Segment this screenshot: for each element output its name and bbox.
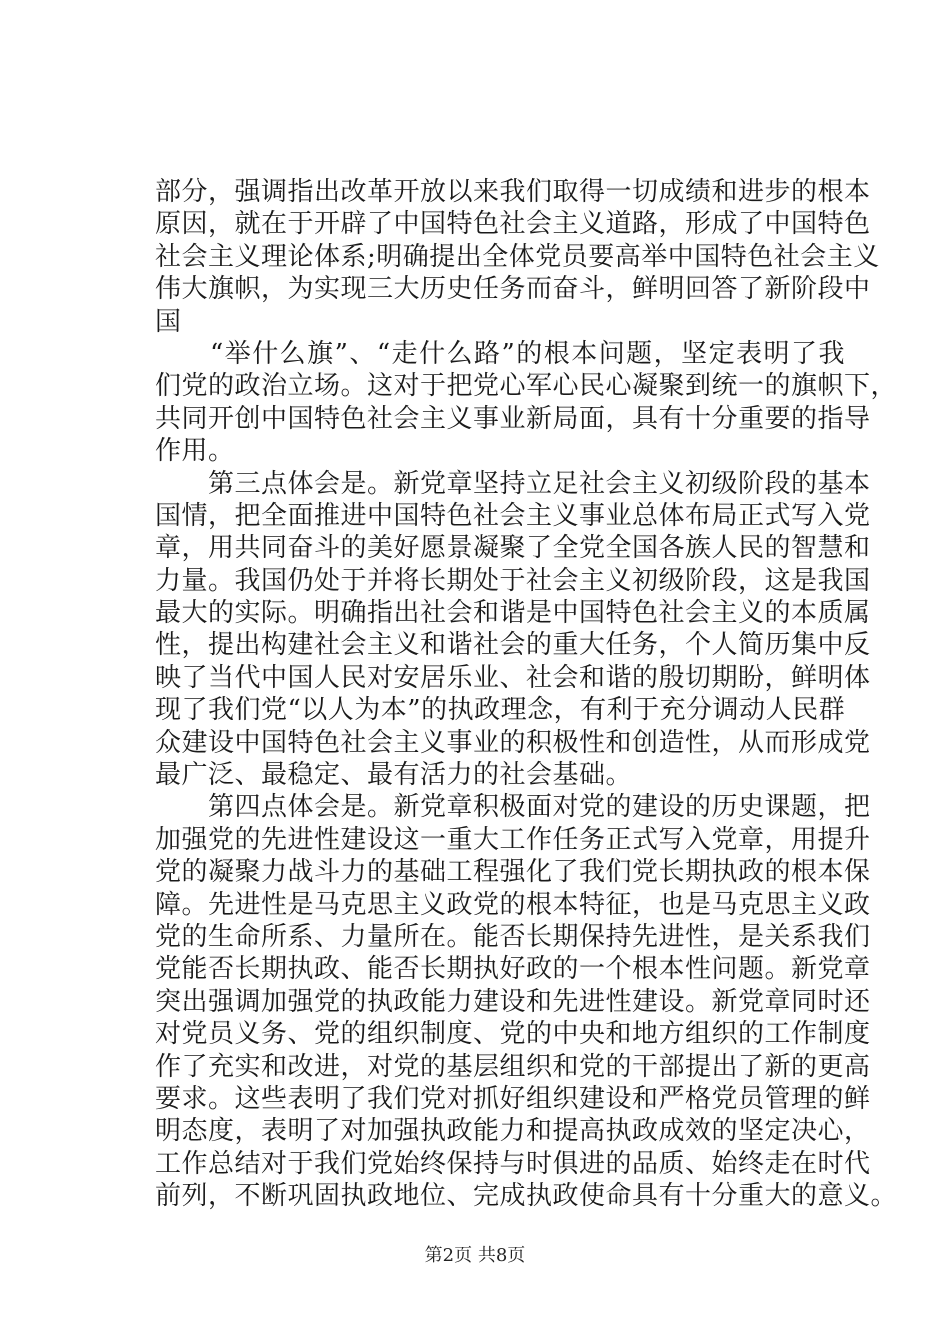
- text-line: 国情，把全面推进中国特色社会主义事业总体布局正式写入党: [155, 500, 871, 531]
- text-line: 党的凝聚力战斗力的基础工程强化了我们党长期执政的根本保: [155, 857, 871, 888]
- text-line: 原因，就在于开辟了中国特色社会主义道路，形成了中国特色: [155, 209, 871, 240]
- text-line: 第四点体会是。新党章积极面对党的建设的历史课题，把: [155, 792, 871, 823]
- text-line: 现了我们党“以人为本”的执政理念，有利于充分调动人民群: [155, 695, 846, 726]
- text-line: “举什么旗”、“走什么路”的根本问题，坚定表明了我: [155, 338, 845, 369]
- text-line: 映了当代中国人民对安居乐业、社会和谐的殷切期盼，鲜明体: [155, 662, 871, 693]
- text-line: 众建设中国特色社会主义事业的积极性和创造性，从而形成党: [155, 727, 871, 758]
- text-line: 加强党的先进性建设这一重大工作任务正式写入党章，用提升: [155, 824, 871, 855]
- text-line: 工作总结对于我们党始终保持与时俱进的品质、始终走在时代: [155, 1148, 871, 1179]
- text-line: 作了充实和改进，对党的基层组织和党的干部提出了新的更高: [155, 1051, 871, 1082]
- page-number-footer: 第2页 共8页: [424, 1245, 526, 1266]
- text-line: 突出强调加强党的执政能力建设和先进性建设。新党章同时还: [155, 986, 871, 1017]
- text-line: 性，提出构建社会主义和谐社会的重大任务，个人简历集中反: [155, 630, 871, 661]
- text-line: 前列，不断巩固执政地位、完成执政使命具有十分重大的意义。: [155, 1181, 898, 1212]
- text-line: 要求。这些表明了我们党对抓好组织建设和严格党员管理的鲜: [155, 1083, 871, 1114]
- text-line: 共同开创中国特色社会主义事业新局面，具有十分重要的指导: [155, 403, 871, 434]
- text-line: 社会主义理论体系;明确提出全体党员要高举中国特色社会主义: [155, 241, 880, 272]
- text-line: 最大的实际。明确指出社会和谐是中国特色社会主义的本质属: [155, 598, 871, 629]
- text-line: 最广泛、最稳定、最有活力的社会基础。: [155, 760, 633, 791]
- text-line: 党的生命所系、力量所在。能否长期保持先进性，是关系我们: [155, 921, 871, 952]
- document-body: [155, 176, 898, 1213]
- text-line: 部分，强调指出改革开放以来我们取得一切成绩和进步的根本: [155, 177, 871, 207]
- text-line: 明态度，表明了对加强执政能力和提高执政成效的坚定决心，: [155, 1116, 871, 1147]
- text-line: 党能否长期执政、能否长期执好政的一个根本性问题。新党章: [155, 954, 871, 985]
- text-line: 们党的政治立场。这对于把党心军心民心凝聚到统一的旗帜下，: [155, 371, 898, 402]
- text-line: 对党员义务、党的组织制度、党的中央和地方组织的工作制度: [155, 1019, 871, 1050]
- text-line: 障。先进性是马克思主义政党的根本特征，也是马克思主义政: [155, 889, 871, 920]
- text-line: 章，用共同奋斗的美好愿景凝聚了全党全国各族人民的智慧和: [155, 533, 871, 564]
- text-line: 伟大旗帜，为实现三大历史任务而奋斗，鲜明回答了新阶段中: [155, 274, 871, 305]
- text-line: 国: [155, 306, 182, 337]
- text-line: 第三点体会是。新党章坚持立足社会主义初级阶段的基本: [155, 468, 871, 499]
- text-line: 力量。我国仍处于并将长期处于社会主义初级阶段，这是我国: [155, 565, 871, 596]
- text-line: 作用。: [155, 436, 235, 467]
